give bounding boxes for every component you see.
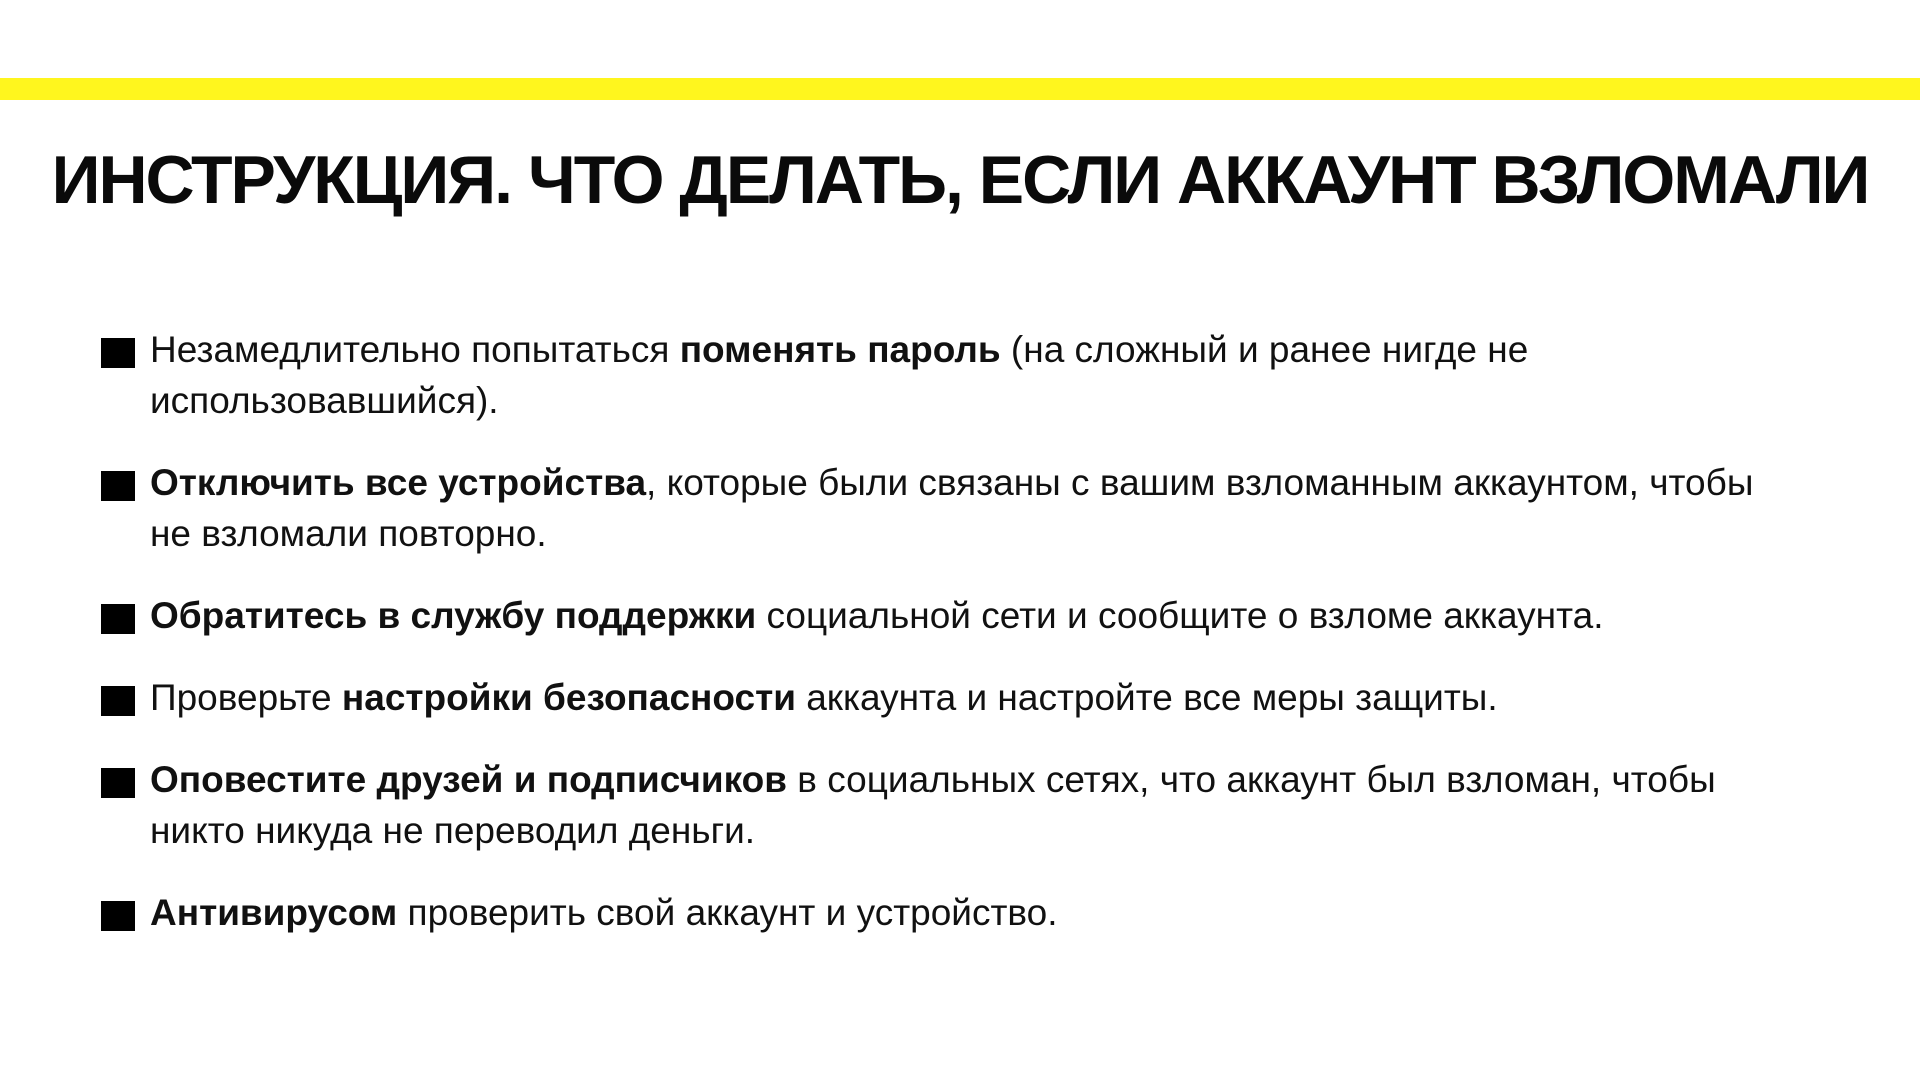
list-item: [101, 887, 1801, 938]
item-text-before: Проверьте: [150, 677, 342, 718]
page-title: ИНСТРУКЦИЯ. ЧТО ДЕЛАТЬ, ЕСЛИ АККАУНТ ВЗЛОМАЛИ: [51, 142, 1869, 218]
accent-bar: [0, 78, 1920, 100]
square-bullet-icon: [101, 901, 135, 931]
item-text-bold: настройки безопасности: [341, 677, 796, 718]
list-item: [101, 754, 1801, 856]
list-item: [101, 672, 1801, 723]
square-bullet-icon: [101, 686, 135, 716]
item-text-after: в социальных сетях, что аккаунт был взломан, чтобы никто никуда не переводил деньги.: [150, 759, 1716, 851]
item-text-bold: Отключить все устройства: [150, 462, 647, 503]
item-text-after: социальной сети и сообщите о взломе аккаунта.: [756, 595, 1604, 636]
item-text-after: аккаунта и настройте все меры защиты.: [795, 677, 1498, 718]
item-text-after: , которые были связаны с вашим взломанным аккаунтом, чтобы не взломали повторно.: [150, 462, 1754, 554]
square-bullet-icon: [101, 604, 135, 634]
list-item: [101, 324, 1801, 426]
item-text-after: (на сложный и ранее нигде не использовавшийся).: [150, 329, 1529, 421]
square-bullet-icon: [101, 768, 135, 798]
item-text-bold: Антивирусом: [150, 892, 398, 933]
item-text-bold: Обратитесь в службу поддержки: [150, 595, 757, 636]
square-bullet-icon: [101, 338, 135, 368]
item-text-before: Незамедлительно попытаться: [150, 329, 680, 370]
item-text-bold: Оповестите друзей и подписчиков: [150, 759, 787, 800]
list-item: [101, 457, 1801, 559]
square-bullet-icon: [101, 471, 135, 501]
instruction-list: [101, 324, 1801, 938]
item-text-after: проверить свой аккаунт и устройство.: [397, 892, 1058, 933]
item-text-bold: поменять пароль: [679, 329, 1001, 370]
list-item: [101, 590, 1801, 641]
